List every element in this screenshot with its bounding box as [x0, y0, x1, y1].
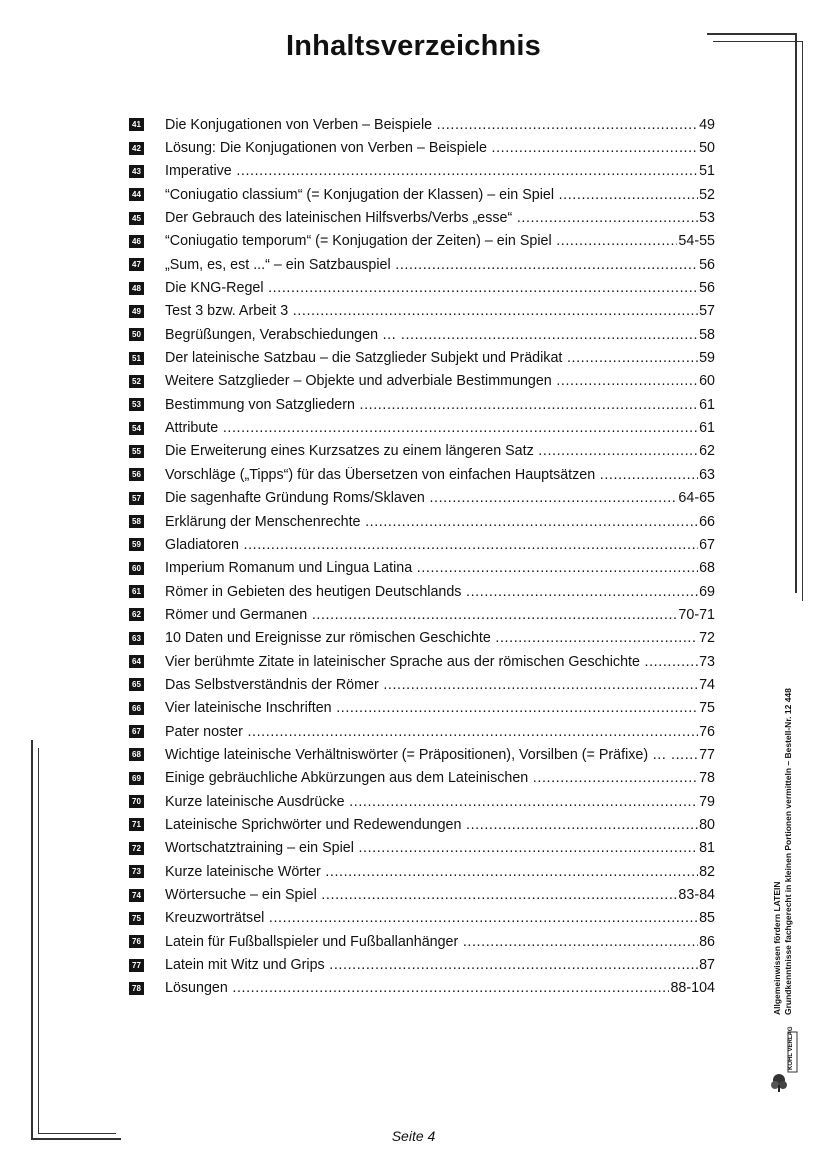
entry-title: Der Gebrauch des lateinischen Hilfsverbs/Verbs „esse“ .....	[165, 210, 698, 226]
side-publication-info	[772, 688, 827, 1015]
entry-title: Kreuzworträtsel .....	[165, 910, 698, 926]
toc-entry	[129, 603, 715, 626]
chapter-number: 60	[129, 562, 144, 575]
chapter-number: 67	[129, 725, 144, 738]
entry-title: Vier lateinische Inschriften .....	[165, 700, 698, 716]
toc-entry	[129, 837, 715, 860]
frame-line	[38, 748, 39, 1134]
chapter-number: 71	[129, 818, 144, 831]
entry-page: 52	[699, 186, 715, 203]
chapter-number: 75	[129, 912, 144, 925]
publisher-logo	[769, 1026, 799, 1092]
entry-page: 80	[699, 816, 715, 833]
entry-title: Kurze lateinische Ausdrücke .....	[165, 794, 698, 810]
entry-title: Erklärung der Menschenrechte .....	[165, 514, 698, 530]
frame-line	[31, 740, 33, 1140]
entry-page: 76	[699, 723, 715, 740]
frame-line	[713, 41, 803, 42]
entry-page: 50	[699, 140, 715, 157]
entry-title: „Sum, es, est ...“ – ein Satzbauspiel .....	[165, 257, 698, 273]
chapter-number: 44	[129, 188, 144, 201]
chapter-number: 77	[129, 959, 144, 972]
toc-entry	[129, 883, 715, 906]
entry-page: 75	[699, 700, 715, 717]
entry-page: 81	[699, 840, 715, 857]
entry-title: Gladiatoren .....	[165, 537, 698, 553]
entry-title: Imperium Romanum und Lingua Latina .....	[165, 560, 698, 576]
toc-entry	[129, 673, 715, 696]
entry-page: 87	[699, 957, 715, 974]
toc-entry	[129, 813, 715, 836]
chapter-number: 61	[129, 585, 144, 598]
entry-page: 49	[699, 116, 715, 133]
entry-page: 61	[699, 396, 715, 413]
publisher-logo-text: KOHL VERLAG	[788, 1026, 794, 1070]
toc-entry	[129, 393, 715, 416]
chapter-number: 69	[129, 772, 144, 785]
toc-entry	[129, 907, 715, 930]
toc-entry	[129, 416, 715, 439]
entry-page: 63	[699, 466, 715, 483]
chapter-number: 72	[129, 842, 144, 855]
entry-page: 78	[699, 770, 715, 787]
entry-page: 88-104	[670, 980, 715, 997]
entry-title: Römer und Germanen .....	[165, 607, 677, 623]
entry-page: 73	[699, 653, 715, 670]
toc-entry	[129, 953, 715, 976]
entry-page: 58	[699, 326, 715, 343]
page-number-footer: Seite 4	[391, 1128, 436, 1144]
chapter-number: 58	[129, 515, 144, 528]
entry-title: Attribute .....	[165, 420, 698, 436]
toc-entry	[129, 206, 715, 229]
toc-entry	[129, 627, 715, 650]
toc-entry	[129, 510, 715, 533]
entry-title: Bestimmung von Satzgliedern .....	[165, 397, 698, 413]
frame-line	[707, 33, 797, 35]
chapter-number: 78	[129, 982, 144, 995]
entry-title: Die KNG-Regel .....	[165, 280, 698, 296]
chapter-number: 62	[129, 608, 144, 621]
toc-entry	[129, 136, 715, 159]
entry-title: Weitere Satzglieder – Objekte und adverbiale Bestimmungen .....	[165, 373, 698, 389]
toc-entry	[129, 463, 715, 486]
chapter-number: 46	[129, 235, 144, 248]
toc-entry	[129, 650, 715, 673]
chapter-number: 59	[129, 538, 144, 551]
entry-page: 77	[699, 746, 715, 763]
toc-entry	[129, 557, 715, 580]
chapter-number: 68	[129, 748, 144, 761]
entry-title: Wortschatztraining – ein Spiel .....	[165, 840, 698, 856]
entry-title: “Coniugatio temporum“ (= Konjugation der Zeiten) – ein Spiel .....	[165, 233, 677, 249]
entry-page: 60	[699, 373, 715, 390]
entry-page: 64-65	[678, 490, 715, 507]
entry-page: 82	[699, 863, 715, 880]
entry-title: Vorschläge („Tipps“) für das Übersetzen von einfachen Hauptsätzen .....	[165, 467, 698, 483]
toc-entry	[129, 487, 715, 510]
toc-entry	[129, 346, 715, 369]
chapter-number: 73	[129, 865, 144, 878]
chapter-number: 74	[129, 889, 144, 902]
entry-title: Latein für Fußballspieler und Fußballanhänger .....	[165, 934, 698, 950]
frame-line	[795, 33, 797, 593]
chapter-number: 43	[129, 165, 144, 178]
entry-page: 54-55	[678, 233, 715, 250]
entry-page: 68	[699, 560, 715, 577]
toc-entry	[129, 113, 715, 136]
chapter-number: 64	[129, 655, 144, 668]
chapter-number: 52	[129, 375, 144, 388]
entry-page: 57	[699, 303, 715, 320]
entry-title: 10 Daten und Ereignisse zur römischen Geschichte .....	[165, 630, 698, 646]
toc-entry	[129, 580, 715, 603]
toc-entry	[129, 743, 715, 766]
entry-page: 61	[699, 420, 715, 437]
entry-title: Römer in Gebieten des heutigen Deutschlands .....	[165, 584, 698, 600]
toc-entry	[129, 790, 715, 813]
toc-entry	[129, 276, 715, 299]
entry-title: Lösung: Die Konjugationen von Verben – Beispiele .....	[165, 140, 698, 156]
entry-page: 72	[699, 630, 715, 647]
entry-page: 79	[699, 793, 715, 810]
entry-title: Einige gebräuchliche Abkürzungen aus dem Lateinischen .....	[165, 770, 698, 786]
toc-entry	[129, 253, 715, 276]
toc-entry	[129, 440, 715, 463]
toc-entry	[129, 930, 715, 953]
toc-entry	[129, 533, 715, 556]
table-of-contents	[129, 113, 715, 1000]
chapter-number: 57	[129, 492, 144, 505]
chapter-number: 49	[129, 305, 144, 318]
chapter-number: 48	[129, 282, 144, 295]
chapter-number: 47	[129, 258, 144, 271]
chapter-number: 51	[129, 352, 144, 365]
chapter-number: 45	[129, 212, 144, 225]
entry-title: Kurze lateinische Wörter .....	[165, 864, 698, 880]
toc-entry	[129, 697, 715, 720]
entry-page: 86	[699, 933, 715, 950]
entry-title: Begrüßungen, Verabschiedungen … .....	[165, 327, 698, 343]
entry-title: Wörtersuche – ein Spiel .....	[165, 887, 677, 903]
chapter-number: 76	[129, 935, 144, 948]
toc-entry	[129, 160, 715, 183]
entry-title: Imperative .....	[165, 163, 698, 179]
toc-entry	[129, 767, 715, 790]
page-title: Inhaltsverzeichnis	[285, 30, 542, 62]
entry-title: Test 3 bzw. Arbeit 3 .....	[165, 303, 698, 319]
entry-page: 69	[699, 583, 715, 600]
entry-page: 67	[699, 536, 715, 553]
entry-title: Der lateinische Satzbau – die Satzglieder Subjekt und Prädikat .....	[165, 350, 698, 366]
entry-title: Lösungen .....	[165, 980, 669, 996]
toc-entry	[129, 183, 715, 206]
entry-title: Latein mit Witz und Grips .....	[165, 957, 698, 973]
toc-entry	[129, 977, 715, 1000]
toc-entry	[129, 370, 715, 393]
entry-title: Wichtige lateinische Verhältniswörter (= Präpositionen), Vorsilben (= Präfixe) … .....	[165, 747, 698, 763]
entry-title: Die Erweiterung eines Kurzsatzes zu einem längeren Satz .....	[165, 443, 698, 459]
entry-page: 62	[699, 443, 715, 460]
entry-title: Das Selbstverständnis der Römer .....	[165, 677, 698, 693]
entry-title: Lateinische Sprichwörter und Redewendungen .....	[165, 817, 698, 833]
chapter-number: 65	[129, 678, 144, 691]
entry-page: 56	[699, 280, 715, 297]
entry-title: Vier berühmte Zitate in lateinischer Sprache aus der römischen Geschichte .....	[165, 654, 698, 670]
chapter-number: 41	[129, 118, 144, 131]
chapter-number: 56	[129, 468, 144, 481]
entry-page: 56	[699, 256, 715, 273]
chapter-number: 66	[129, 702, 144, 715]
entry-title: “Coniugatio classium“ (= Konjugation der Klassen) – ein Spiel .....	[165, 187, 698, 203]
toc-entry	[129, 230, 715, 253]
frame-line	[802, 41, 803, 601]
toc-entry	[129, 323, 715, 346]
entry-page: 85	[699, 910, 715, 927]
entry-page: 59	[699, 350, 715, 367]
side-text-line1: Allgemeinwissen fördern LATEIN	[772, 881, 782, 1015]
chapter-number: 53	[129, 398, 144, 411]
entry-title: Die sagenhafte Gründung Roms/Sklaven .....	[165, 490, 677, 506]
entry-page: 74	[699, 676, 715, 693]
toc-entry	[129, 720, 715, 743]
toc-entry	[129, 860, 715, 883]
entry-title: Die Konjugationen von Verben – Beispiele .....	[165, 117, 698, 133]
entry-page: 51	[699, 163, 715, 180]
toc-entry	[129, 300, 715, 323]
side-text-line2: Grundkenntnisse fachgerecht in kleinen Portionen vermitteln – Bestell-Nr. 12 448	[783, 688, 793, 1015]
entry-page: 53	[699, 210, 715, 227]
entry-page: 66	[699, 513, 715, 530]
chapter-number: 70	[129, 795, 144, 808]
entry-page: 70-71	[678, 606, 715, 623]
chapter-number: 55	[129, 445, 144, 458]
chapter-number: 63	[129, 632, 144, 645]
entry-title: Pater noster .....	[165, 724, 698, 740]
chapter-number: 54	[129, 422, 144, 435]
chapter-number: 50	[129, 328, 144, 341]
entry-page: 83-84	[678, 887, 715, 904]
chapter-number: 42	[129, 142, 144, 155]
